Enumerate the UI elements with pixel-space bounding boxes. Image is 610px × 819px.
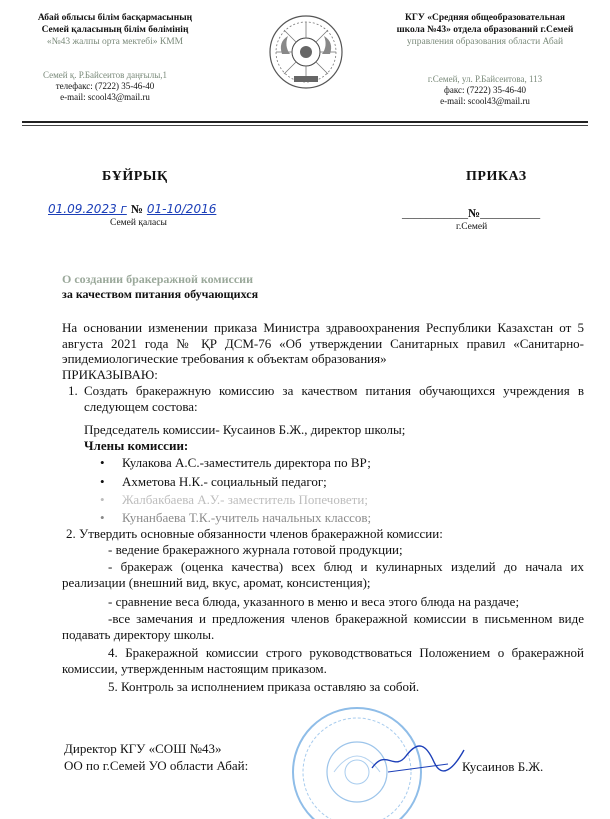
member-item: • Ахметова Н.К.- социальный педагог; <box>122 474 327 490</box>
state-emblem-icon <box>268 14 344 90</box>
item-1-number: 1. <box>68 383 78 398</box>
header-left-contact-2: телефакс: (7222) 35-46-40 <box>55 81 155 91</box>
subject-line-1: О создании бракеражной комиссии <box>62 272 253 286</box>
item-5-text: 5. Контроль за исполнением приказа оставляю за собой. <box>108 679 420 694</box>
number-sign-right: № <box>468 206 481 220</box>
member-item: • Кулакова А.С.-заместитель директора по ВР; <box>122 455 371 471</box>
duty-4: -все замечания и предложения членов бракеражной комиссии в письменном виде подавать директору школы. <box>62 611 584 642</box>
handwritten-date: 01.09.2023 г <box>48 202 127 216</box>
header-left-contacts <box>20 70 190 103</box>
blank-line-date: ___________ <box>402 206 468 220</box>
order-title-kz: БҰЙРЫҚ <box>102 169 168 184</box>
header-right-contact-2: факс: (7222) 35-46-40 <box>444 85 526 95</box>
header-right-line-1: КГУ «Средняя общеобразовательная <box>405 13 565 23</box>
member-item: • Жалбакбаева А.У.- заместитель Попечовети; <box>122 492 368 508</box>
item-2-text: 2. Утвердить основные обязанности членов бракеражной комиссии: <box>66 526 443 541</box>
header-right-line-3: управления образования области Абай <box>406 37 564 47</box>
item-1-text: Создать бракеражную комиссию за качеством питания обучающихся учреждения в следующем состова: <box>84 383 584 414</box>
order-subject <box>62 272 258 302</box>
order-date-number-right <box>402 206 540 221</box>
header-right-contacts <box>400 74 570 107</box>
member-item: • Кунанбаева Т.К.-учитель начальных классов; <box>122 510 371 526</box>
subject-line-2: за качеством питания обучающихся <box>62 287 259 301</box>
header-left-line-2: Семей қаласының білім бөлімінің <box>41 25 189 35</box>
signature-line-1: Директор КГУ «СОШ №43» <box>64 741 222 756</box>
handwritten-number: 01-10/2016 <box>146 202 217 216</box>
header-left-contact-1: Семей қ. Р.Байсеитов даңғылы,1 <box>43 70 167 80</box>
chair-text: Председатель комиссии- Кусаинов Б.Ж., директор школы; <box>84 422 406 437</box>
duty-2: - бракераж (оценка качества) всех блюд и кулинарных изделий до начала их реализации (внешний вид, вкус, аромат, консистенция); <box>62 559 584 590</box>
duty-3: - сравнение веса блюда, указанного в меню и веса этого блюда на раздаче; <box>108 594 520 609</box>
blank-line-number: __________ <box>480 206 541 220</box>
header-divider-thin <box>22 125 588 126</box>
header-right <box>380 12 590 48</box>
header-right-contact-3: e-mail: scool43@mail.ru <box>440 96 530 106</box>
handwritten-signature-icon <box>368 738 468 778</box>
order-word: ПРИКАЗЫВАЮ: <box>62 367 158 382</box>
number-sign-left: № <box>130 202 143 216</box>
header-left-line-1: Абай облысы білім басқармасының <box>37 13 193 23</box>
city-kz: Семей қаласы <box>110 218 167 228</box>
header-left <box>20 12 210 48</box>
order-title-ru: ПРИКАЗ <box>466 169 527 184</box>
item-4-text: 4. Бракеражной комиссии строго руководствоваться Положением о бракеражной комиссии, утвержденным настоящим приказом. <box>62 645 584 676</box>
header-left-contact-3: e-mail: scool43@mail.ru <box>60 92 150 102</box>
duty-1: - ведение бракеражного журнала готовой продукции; <box>108 542 403 557</box>
signature-line-2: ОО по г.Семей УО области Абай: <box>64 758 249 773</box>
header-divider <box>22 121 588 123</box>
header-right-line-2: школа №43» отдела образований г.Семей <box>396 25 574 35</box>
header-left-line-3: «№43 жалпы орта мектебі» КММ <box>46 37 184 47</box>
city-ru: г.Семей <box>456 222 488 232</box>
header-right-contact-1: г.Семей, ул. Р.Байсеитова, 113 <box>427 74 543 84</box>
preamble-text: На основании изменении приказа Министра здравоохранения Республики Казахстан от 5 августа 2021 года № ҚР ДСМ-76 «Об утверждении Санитарных правил «Санитарно-эпидемиологические требования к объектам образования» <box>62 320 584 367</box>
members-label: Члены комиссии: <box>84 438 189 453</box>
signature-name: Кусаинов Б.Ж. <box>462 759 544 774</box>
order-date-number-left <box>48 200 248 218</box>
